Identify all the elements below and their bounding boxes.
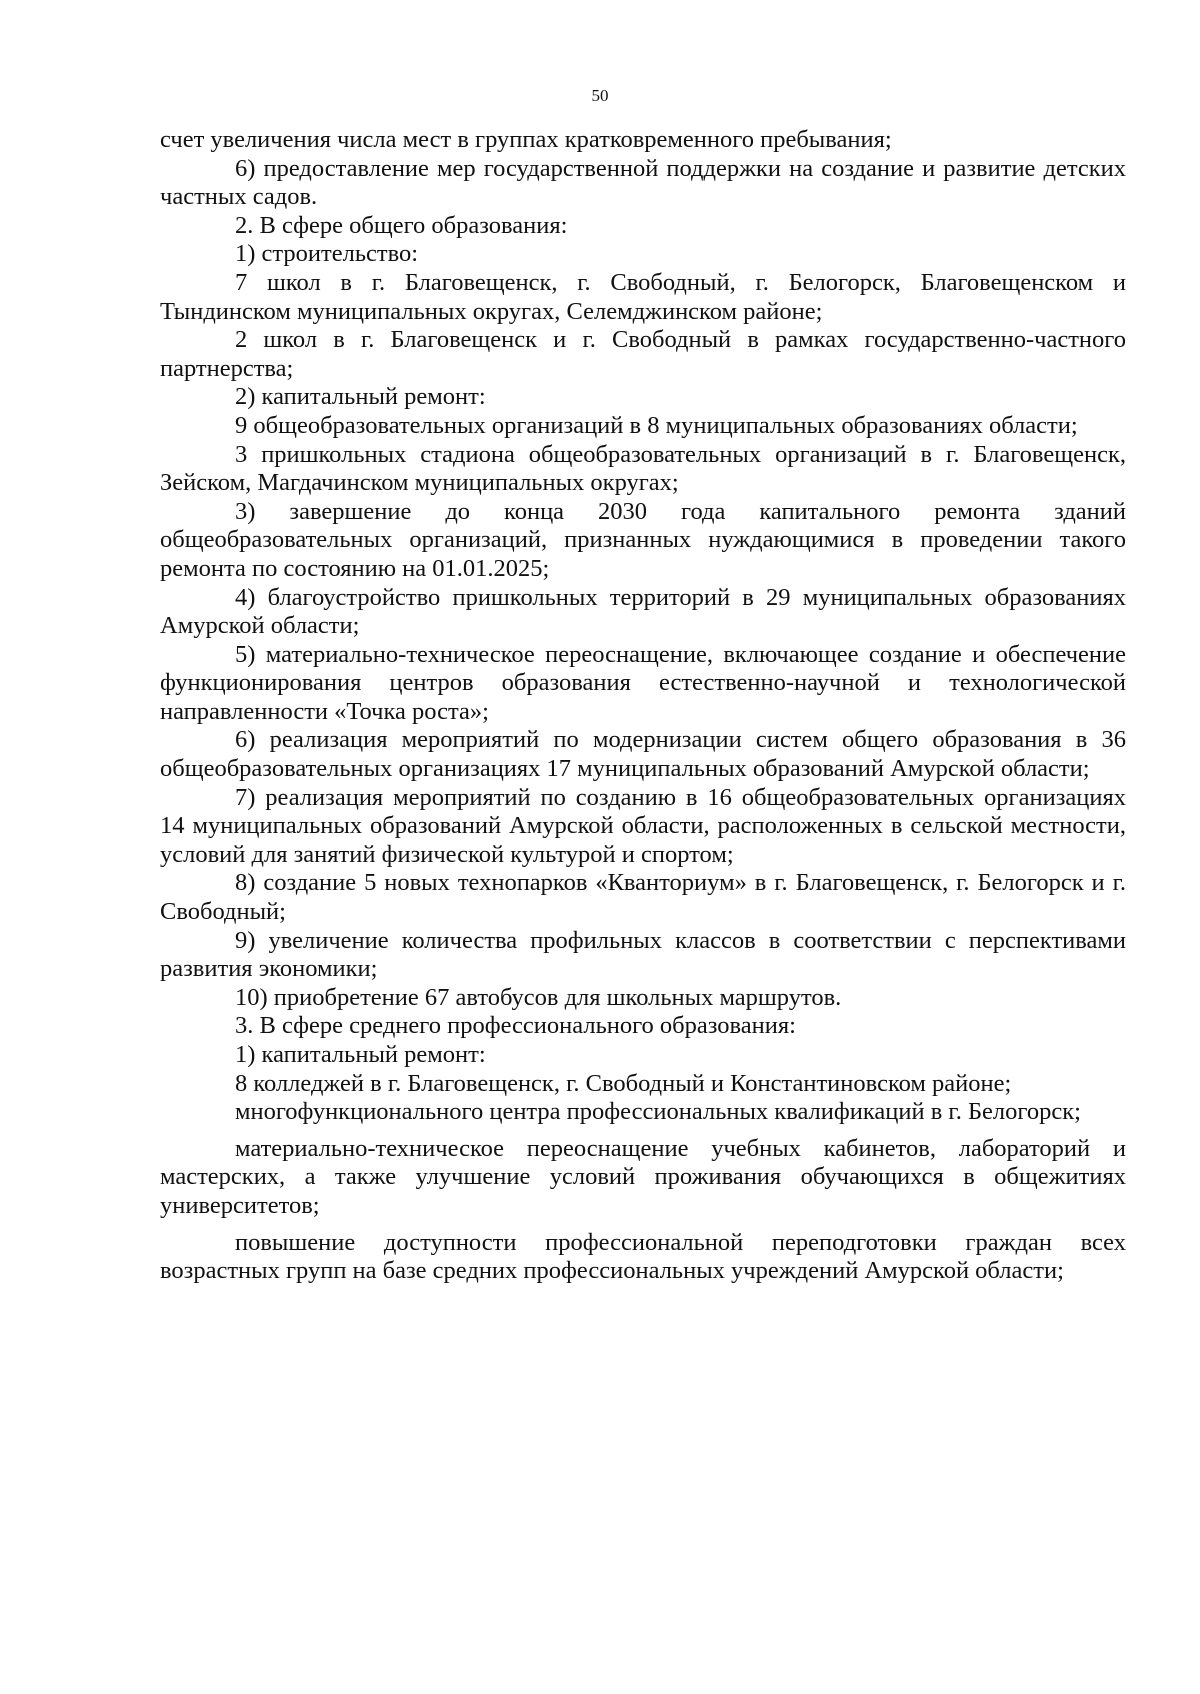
- paragraph: 10) приобретение 67 автобусов для школьных маршрутов.: [235, 983, 842, 1011]
- paragraph: 3 пришкольных стадиона общеобразовательных организаций в г. Благовещенск, Зейском, Магдачинском муниципальных округах;: [160, 440, 1126, 497]
- paragraph: 2 школ в г. Благовещенск и г. Свободный в рамках государственно-частного партнерства;: [160, 326, 1126, 382]
- paragraph: 8 колледжей в г. Благовещенск, г. Свободный и Константиновском районе;: [235, 1069, 1012, 1097]
- paragraph: 1) капитальный ремонт:: [235, 1041, 486, 1068]
- paragraph: 9) увеличение количества профильных классов в соответствии с перспективами развития экономики;: [160, 926, 1126, 983]
- paragraph: 3. В сфере среднего профессионального образования:: [235, 1012, 796, 1040]
- page-number: 50: [591, 86, 609, 105]
- paragraph: 8) создание 5 новых технопарков «Кванториум» в г. Благовещенск, г. Белогорск и г. Свободный;: [160, 869, 1126, 926]
- paragraph: счет увеличения числа мест в группах кратковременного пребывания;: [160, 126, 892, 153]
- paragraph: 9 общеобразовательных организаций в 8 муниципальных образованиях области;: [235, 411, 1078, 439]
- paragraph: 6) реализация мероприятий по модернизации систем общего образования в 36 общеобразовательных организациях 17 муниципальных образований Амурской области;: [160, 726, 1126, 783]
- paragraph: 5) материально-техническое переоснащение, включающее создание и обеспечение функционирования центров образования естественно-научной и технологической направленности «Точка роста»;: [160, 640, 1126, 725]
- paragraph: 7 школ в г. Благовещенск, г. Свободный, г. Белогорск, Благовещенском и Тындинском муниципальных округах, Селемджинском районе;: [160, 268, 1126, 325]
- paragraph: 3) завершение до конца 2030 года капитального ремонта зданий общеобразовательных организаций, признанных нуждающимися в проведении такого ремонта по состоянию на 01.01.2025;: [160, 497, 1126, 582]
- paragraph: повышение доступности профессиональной переподготовки граждан всех возрастных групп на базе средних профессиональных учреждений Амурской области;: [160, 1228, 1126, 1285]
- paragraph: 2) капитальный ремонт:: [235, 383, 486, 411]
- paragraph: материально-техническое переоснащение учебных кабинетов, лабораторий и мастерских, а также улучшение условий проживания обучающихся в общежитиях университетов;: [160, 1134, 1126, 1219]
- paragraph: 2. В сфере общего образования:: [235, 211, 568, 239]
- paragraph: 7) реализация мероприятий по созданию в 16 общеобразовательных организациях 14 муниципальных образований Амурской области, расположенных в сельской местности, условий для занятий физической культурой и спортом;: [160, 783, 1126, 868]
- document-body: [160, 126, 1126, 1286]
- paragraph: многофункционального центра профессиональных квалификаций в г. Белогорск;: [235, 1098, 1081, 1126]
- paragraph: 1) строительство:: [235, 240, 419, 268]
- paragraph: 6) предоставление мер государственной поддержки на создание и развитие детских частных садов.: [160, 154, 1126, 211]
- paragraph: 4) благоустройство пришкольных территорий в 29 муниципальных образованиях Амурской области;: [160, 583, 1126, 640]
